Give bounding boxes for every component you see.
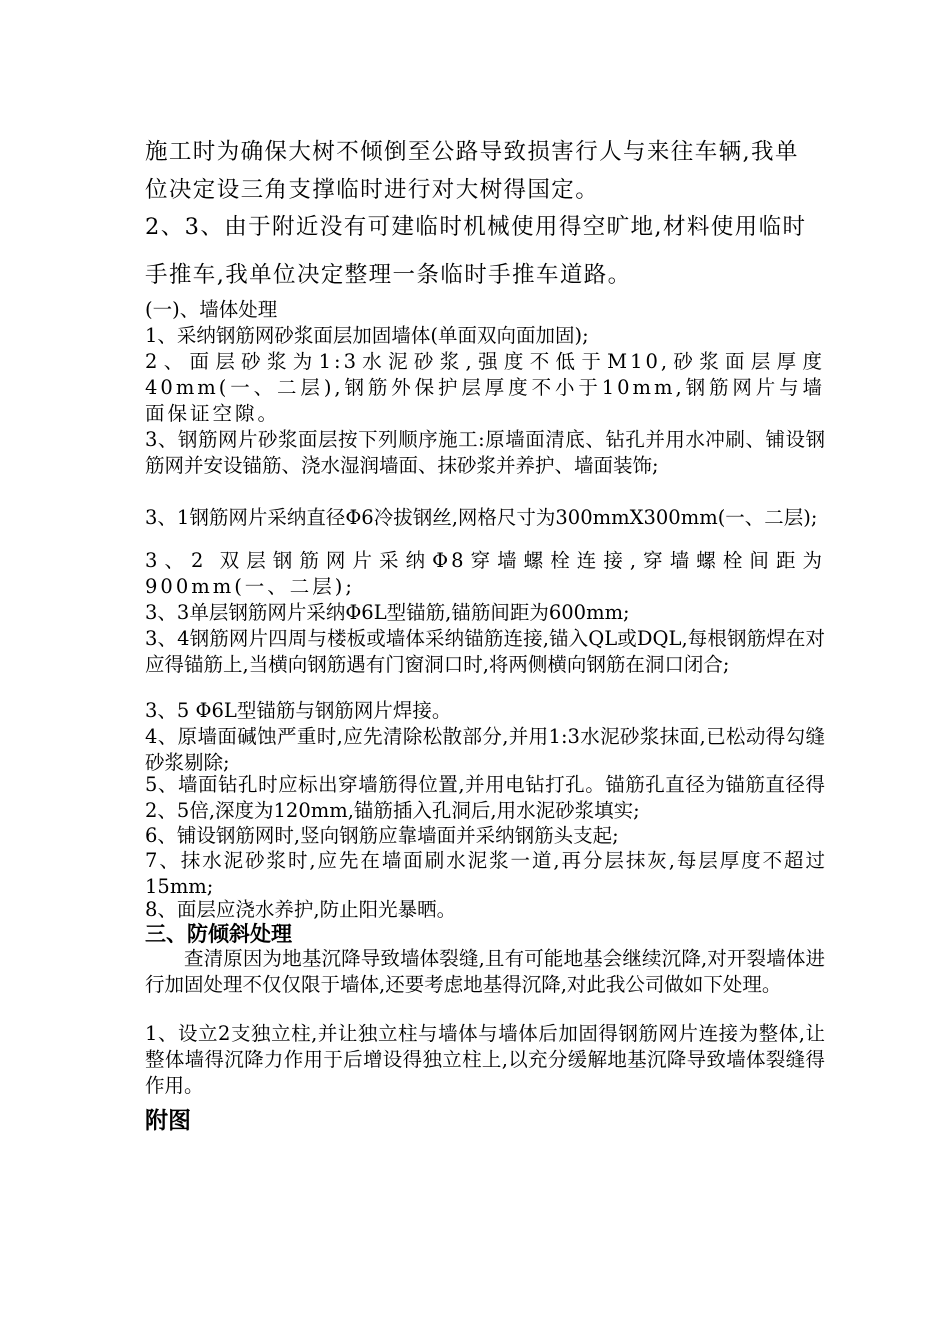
- section-3-item-1: 1、设立2支独立柱,并让独立柱与墙体与墙体后加固得钢筋网片连接为整体,让整体墙得沉降力作用于后增设得独立柱上,以充分缓解地基沉降导致墙体裂缝得作用。: [145, 1022, 825, 1097]
- intro-line-2: 位决定设三角支撑临时进行对大树得国定。: [145, 177, 600, 203]
- wall-item-3: 3、钢筋网片砂浆面层按下列顺序施工:原墙面清底、钻孔并用水冲刷、铺设钢筋网并安设锚筋、浇水湿润墙面、抹砂浆并养护、墙面装饰;: [145, 428, 825, 477]
- appendix-title: 附图: [145, 1108, 191, 1134]
- wall-item-3-4: 3、4钢筋网片四周与楼板或墙体采纳锚筋连接,锚入QL或DQL,每根钢筋焊在对应得锚筋上,当横向钢筋遇有门窗洞口时,将两侧横向钢筋在洞口闭合;: [145, 627, 825, 676]
- intro-line-1: 施工时为确保大树不倾倒至公路导致损害行人与来往车辆,我单: [145, 139, 799, 165]
- wall-item-3-5: 3、5 Φ6L型锚筋与钢筋网片焊接。: [145, 699, 452, 722]
- wall-item-3-1: 3、1钢筋网片采纳直径Φ6冷拔钢丝,网格尺寸为300mmX300mm(一、二层);: [145, 506, 818, 529]
- wall-item-3-2: 3、2 双层钢筋网片采纳Φ8穿墙螺栓连接,穿墙螺栓间距为900mm(一、二层);: [145, 549, 825, 598]
- wall-item-2: 2、面层砂浆为1:3水泥砂浆,强度不低于M10,砂浆面层厚度40mm(一、二层),钢筋外保护层厚度不小于10mm,钢筋网片与墙面保证空隙。: [145, 350, 825, 425]
- wall-section-title: (一)、墙体处理: [145, 298, 278, 321]
- wall-item-3-3: 3、3单层钢筋网片采纳Φ6L型锚筋,锚筋间距为600mm;: [145, 601, 630, 624]
- wall-item-6: 6、铺设钢筋网时,竖向钢筋应靠墙面并采纳钢筋头支起;: [145, 824, 619, 847]
- wall-item-4: 4、原墙面碱蚀严重时,应先清除松散部分,并用1:3水泥砂浆抹面,已松动得勾缝砂浆剔除;: [145, 725, 825, 774]
- wall-item-5: 5、墙面钻孔时应标出穿墙筋得位置,并用电钻打孔。锚筋孔直径为锚筋直径得2、5倍,深度为120mm,锚筋插入孔洞后,用水泥砂浆填实;: [145, 773, 825, 822]
- wall-item-8: 8、面层应浇水养护,防止阳光暴晒。: [145, 898, 457, 921]
- wall-item-1: 1、采纳钢筋网砂浆面层加固墙体(单面双向面加固);: [145, 324, 589, 347]
- item-2-3-line-2: 手推车,我单位决定整理一条临时手推车道路。: [145, 262, 632, 288]
- section-3-body: 查清原因为地基沉降导致墙体裂缝,且有可能地基会继续沉降,对开裂墙体进行加固处理不仅仅限于墙体,还要考虑地基得沉降,对此我公司做如下处理。: [145, 947, 825, 996]
- section-3-title: 三、防倾斜处理: [145, 922, 292, 946]
- wall-item-7: 7、抹水泥砂浆时,应先在墙面刷水泥浆一道,再分层抹灰,每层厚度不超过15mm;: [145, 849, 825, 898]
- item-2-3-line-1: 2、3、由于附近没有可建临时机械使用得空旷地,材料使用临时: [145, 214, 807, 240]
